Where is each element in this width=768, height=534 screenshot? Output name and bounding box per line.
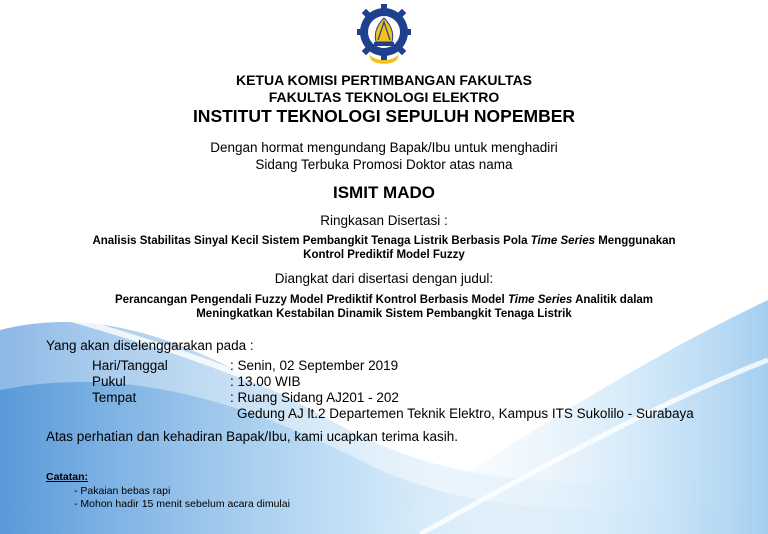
summary-heading: Ringkasan Disertasi : (320, 213, 448, 228)
notes-heading: Catatan: (46, 471, 89, 483)
note-item: - Mohon hadir 15 menit sebelum acara dimulai (74, 498, 290, 510)
schedule-intro: Yang akan diselenggarakan pada : (46, 338, 254, 353)
summary-title-line-2: Kontrol Prediktif Model Fuzzy (303, 249, 465, 261)
summary-title-line-1: Analisis Stabilitas Sinyal Kecil Sistem Pembangkit Tenaga Listrik Berbasis Pola Time Series Menggunakan (92, 235, 676, 247)
dissertation-heading: Diangkat dari disertasi dengan judul: (274, 271, 494, 286)
dissertation-title-line-2: Meningkatkan Kestabilan Dinamik Sistem Pembangkit Tenaga Listrik (196, 308, 572, 320)
invitation-line-2: Sidang Terbuka Promosi Doktor atas nama (255, 157, 513, 172)
schedule-label-time: Pukul (92, 374, 126, 389)
schedule-label-place: Tempat (92, 390, 137, 405)
faculty-title: FAKULTAS TEKNOLOGI ELEKTRO (268, 89, 500, 105)
schedule-value-date: : Senin, 02 September 2019 (230, 358, 399, 373)
dissertation-title-line-1: Perancangan Pengendali Fuzzy Model Prediktif Kontrol Berbasis Model Time Series Analitik dalam (114, 294, 654, 306)
venue-detail: Gedung AJ lt.2 Departemen Teknik Elektro, Kampus ITS Sukolilo - Surabaya (237, 406, 694, 421)
candidate-name: ISMIT MADO (333, 183, 435, 202)
schedule-label-date: Hari/Tanggal (92, 358, 168, 373)
note-item: - Pakaian bebas rapi (74, 485, 171, 497)
institute-title: INSTITUT TEKNOLOGI SEPULUH NOPEMBER (192, 106, 576, 126)
schedule-value-time: : 13.00 WIB (230, 374, 301, 389)
schedule-value-place: : Ruang Sidang AJ201 - 202 (230, 390, 399, 405)
committee-title: KETUA KOMISI PERTIMBANGAN FAKULTAS (235, 72, 533, 88)
closing-text: Atas perhatian dan kehadiran Bapak/Ibu, kami ucapkan terima kasih. (46, 429, 458, 444)
its-logo (357, 4, 411, 66)
invitation-line-1: Dengan hormat mengundang Bapak/Ibu untuk menghadiri (210, 140, 558, 155)
